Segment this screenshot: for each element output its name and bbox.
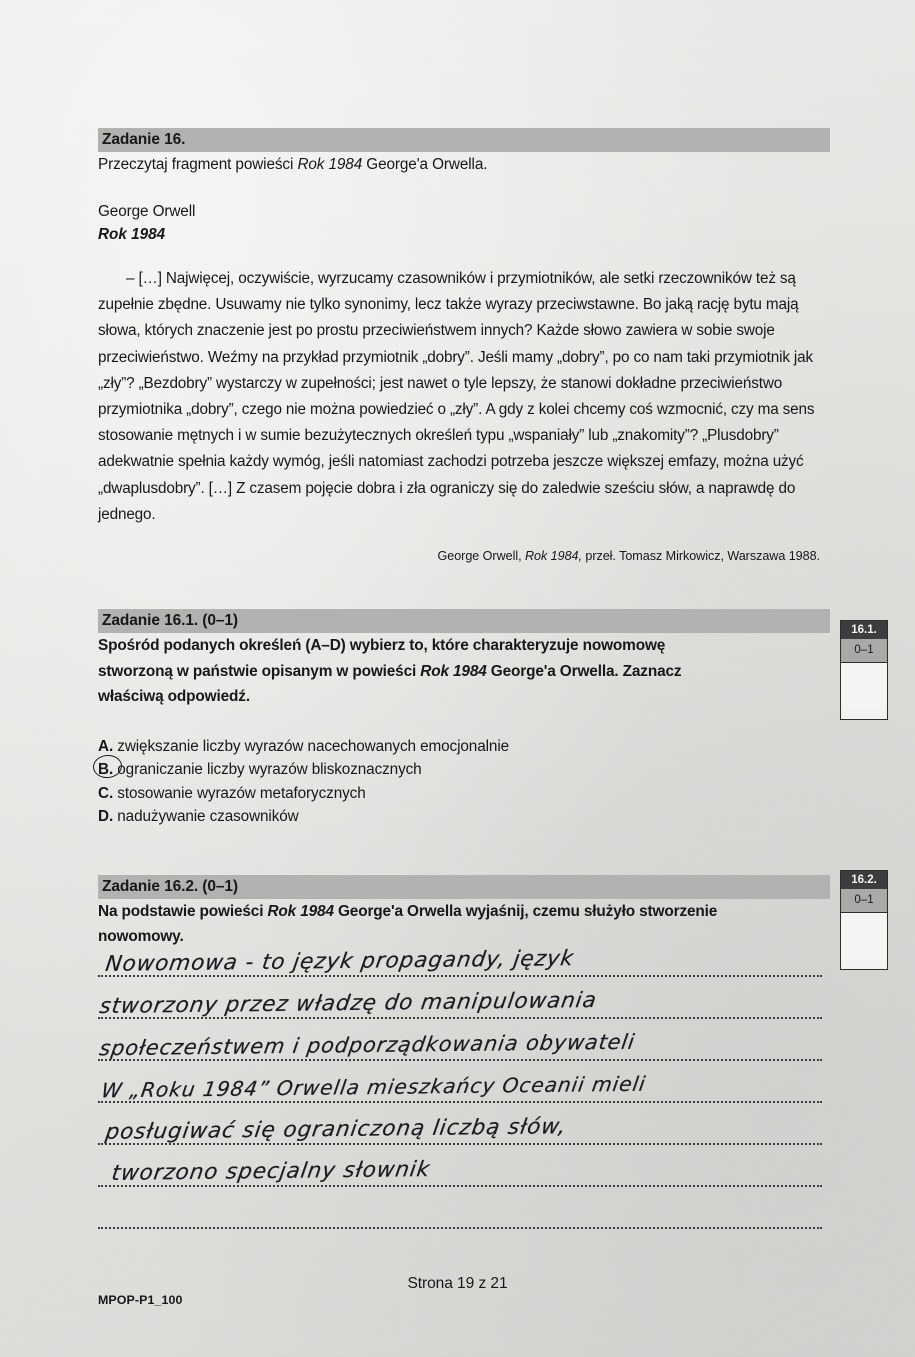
page-number: Strona 19 z 21 [407,1275,508,1292]
prompt-line-1: Spośród podanych określeń (A–D) wybierz to, które charakteryzuje nowomowę [98,637,666,655]
prompt-line-2-before: stworzoną w państwie opisanym w powieści [98,662,421,680]
answer-options-list [98,735,830,829]
passage-work-title: Rok 1984 [98,226,166,243]
task-16-lead-after: George'a Orwella. [362,156,488,173]
option-b-text: ograniczanie liczby wyrazów bliskoznacznych [117,761,422,779]
scorebox-16-2-id: 16.2. [841,871,887,889]
handwriting-line-5: posługiwać się ograniczoną liczbą słów, [103,1114,569,1145]
scorebox-16-1-awarded[interactable] [841,663,887,709]
prompt-line-2-after: George'a Orwella. Zaznacz [486,662,682,680]
task-16-1-prompt [98,633,818,710]
handwriting-line-1: Nowomowa - to język propagandy, język [103,946,576,977]
option-c-text: stosowanie wyrazów metaforycznych [117,784,366,802]
option-c-letter: C. [98,784,114,802]
exam-code: MPOP-P1_100 [98,1293,183,1307]
task-16-1-header: Zadanie 16.1. (0–1) [98,609,830,633]
source-title: Rok 1984, [524,549,582,564]
task-16-2-prompt-line-2: nowomowy. [98,928,184,946]
task-16-2-prompt-before: Na podstawie powieści [98,902,268,920]
passage-author: George Orwell [98,203,196,220]
task-16-lead-title: Rok 1984 [297,156,363,173]
answer-rule-6 [98,1185,822,1187]
option-d-text: nadużywanie czasowników [117,808,299,826]
option-a-text: zwiększanie liczby wyrazów nacechowanych emocjonalnie [117,737,510,755]
answer-rule-4 [98,1101,822,1103]
handwriting-line-3: społeczeństwem i podporządkowania obywateli [97,1029,637,1061]
handwriting-line-6: tworzono specjalny słownik [109,1157,432,1186]
scorebox-16-2-range: 0–1 [841,889,887,913]
task-16-2-header: Zadanie 16.2. (0–1) [98,875,830,899]
answer-rule-3 [98,1059,822,1061]
option-a-letter: A. [98,737,114,755]
task-16-2-prompt [98,899,818,950]
option-b[interactable] [98,758,830,782]
option-d-letter: D. [98,808,114,826]
handwriting-line-2: stworzony przez władzę do manipulowania [97,987,599,1020]
option-b-letter: B. [98,761,114,779]
page-content [98,0,830,950]
passage-text [98,266,820,528]
source-after: przeł. Tomasz Mirkowicz, Warszawa 1988. [581,549,820,564]
source-before: George Orwell, [437,549,525,564]
answer-rule-7 [98,1227,822,1229]
task-16-2-prompt-after: George'a Orwella wyjaśnij, czemu służyło stworzenie [333,902,718,920]
scorebox-16-1-range: 0–1 [841,639,887,663]
task-16-lead [98,154,830,176]
option-d[interactable] [98,805,830,829]
prompt-line-2-title: Rok 1984 [420,662,487,680]
task-16-header: Zadanie 16. [98,128,830,152]
prompt-line-3: właściwą odpowiedź. [98,688,250,706]
scorebox-16-1 [840,620,888,720]
passage-source [98,549,820,563]
scorebox-16-1-id: 16.1. [841,621,887,639]
passage-body: – […] Najwięcej, oczywiście, wyrzucamy czasowników i przymiotników, ale setki rzeczowników też są zupełnie zbędne. Usuwamy nie tylko synonimy, lecz także wyrazy przeciwstawne. Bo jaką rację bytu mają słowa, których znaczenie jest po prostu przeciwieństwem innych? Każde słowo zawiera w sobie swoje przeciwieństwo. Weźmy na przykład przymiotnik „dobry”. Jeśli mamy „dobry”, po co nam taki przymiotnik jak „zły”? „Bezdobry” wystarczy w zupełności; jest nawet o tyle lepszy, że stanowi dokładne przeciwieństwo przymiotnika „dobry”, czego nie można powiedzieć o „zły”. A gdy z kolei chcemy coś wzmocnić, czy ma sens stosowanie mętnych i w sumie bezużytecznych określeń typu „wspaniały” lub „znakomity”? „Plusdobry” adekwatnie spełnia każdy wymóg, jeśli natomiast zachodzi potrzeba jeszcze większej emfazy, można użyć „dwaplusdobry”. […] Z czasem pojęcie dobra i zła ograniczy się do zaledwie sześciu słów, a naprawdę do jednego. [98,270,815,523]
scorebox-16-2 [840,870,888,970]
task-16-2-prompt-title: Rok 1984 [267,902,334,920]
option-c[interactable] [98,782,830,806]
option-b-marked-letter [98,758,113,782]
task-16-lead-before: Przeczytaj fragment powieści [98,156,298,173]
scorebox-16-2-awarded[interactable] [841,913,887,959]
option-a[interactable] [98,735,830,759]
handwritten-answer-area[interactable] [97,946,830,1215]
handwriting-line-4: W „Roku 1984” Orwella mieszkańcy Oceanii mieli [99,1071,648,1103]
